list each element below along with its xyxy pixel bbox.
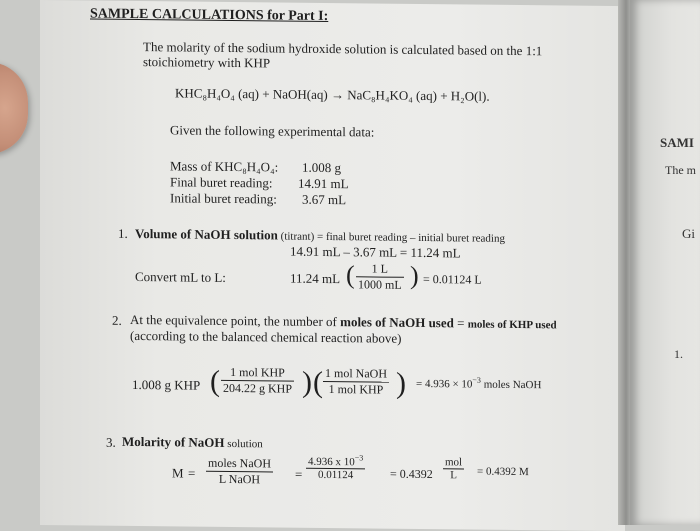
molarity-values-num-base: 4.936 x 10 [308,455,355,469]
kh-fraction [221,365,294,397]
next-page-heading: SAMI [660,135,694,150]
step3-line [122,434,263,451]
naoh-fraction [323,366,389,398]
next-page-text: The m [665,163,696,177]
kh-fraction-den: 204.22 g KHP [223,380,293,396]
next-page-label: Gi [682,226,695,241]
molarity-formula-num: moles NaOH [206,456,273,473]
step2-line-2: (according to the balanced chemical reaction above) [130,327,402,346]
intro-line-2: stoichiometry with KHP [143,54,271,71]
given-text: Given the following experimental data: [170,122,375,140]
paren-open: ( [210,364,220,398]
paren-close: ) [396,366,406,400]
initial-reading-label: Initial buret reading: [170,190,277,207]
step2-text-c: = [453,315,468,331]
molarity-values-num [306,453,365,470]
step2-number: 2. [112,312,122,328]
convert-result: = 0.01124 L [423,272,482,287]
paren-open: ( [346,260,355,290]
step1-calc: 14.91 mL – 3.67 mL = 11.24 mL [290,243,461,261]
molarity-unit-den: L [450,469,457,482]
reaction-equation: KHC₈H₄O₄ (aq) + NaOH(aq) → NaC₈H₄KO₄ (aq) + H₂O(l). [175,85,490,104]
molarity-formula [206,456,273,488]
step3-heading-rest: solution [224,437,263,451]
molarity-unit-num: mol [445,456,463,469]
paren-close: ) [410,260,419,290]
mass-value: 1.008 g [302,159,341,176]
molarity-final: = 0.4392 M [477,465,529,479]
step1-heading: Volume of NaOH solution [135,225,278,243]
page-title: SAMPLE CALCULATIONS for Part I: [90,6,329,25]
molarity-values-den: 0.01124 [317,468,354,482]
molarity-symbol: M [172,465,184,481]
molarity-values-num-exp: −3 [354,453,364,463]
convert-fraction [356,261,404,292]
step1-number: 1. [118,225,128,241]
molarity-values [306,453,365,482]
step2-text-a: At the equivalence point, the number of [130,311,341,330]
convert-label: Convert mL to L: [135,268,226,285]
final-reading-label: Final buret reading: [170,174,273,191]
next-page-number: 1. [674,347,683,361]
step2-result-unit: moles NaOH [480,378,542,392]
equals-sign: = [188,465,196,481]
molarity-value: = 0.4392 [390,466,433,482]
next-page-edge [630,0,700,525]
molarity-unit [443,456,464,481]
step2-text-b: moles of NaOH used [340,314,454,331]
paren-close: ) [302,365,312,399]
step2-lead: 1.008 g KHP [132,376,201,393]
step3-number: 3. [106,434,116,450]
step1-heading-rest: (titrant) = final buret reading – initial buret reading [277,230,505,245]
convert-fraction-den: 1000 mL [358,277,402,292]
mass-label: Mass of KHC₈H₄O₄: [170,158,279,175]
step2-result-base: = 4.936 × 10 [416,377,473,391]
step3-heading: Molarity of NaOH [122,433,225,450]
thumb [0,62,28,154]
equals-sign: = [295,466,303,482]
convert-fraction-num: 1 L [356,261,404,277]
intro-line-1: The molarity of the sodium hydroxide solution is calculated based on the 1:1 [143,39,543,59]
step2-result-exp: −3 [472,375,481,385]
naoh-fraction-den: 1 mol KHP [328,382,384,397]
molarity-formula-den: L NaOH [218,471,261,487]
paren-open: ( [313,365,323,399]
step2-result [416,375,541,391]
worksheet-page [40,0,625,531]
step1-line [135,226,505,246]
initial-reading-value: 3.67 mL [302,191,347,208]
naoh-fraction-num: 1 mol NaOH [323,366,389,383]
kh-fraction-num: 1 mol KHP [221,365,294,382]
final-reading-value: 14.91 mL [298,175,349,192]
convert-lead: 11.24 mL [290,270,341,287]
step2-text-d: moles of KHP used [467,318,557,332]
